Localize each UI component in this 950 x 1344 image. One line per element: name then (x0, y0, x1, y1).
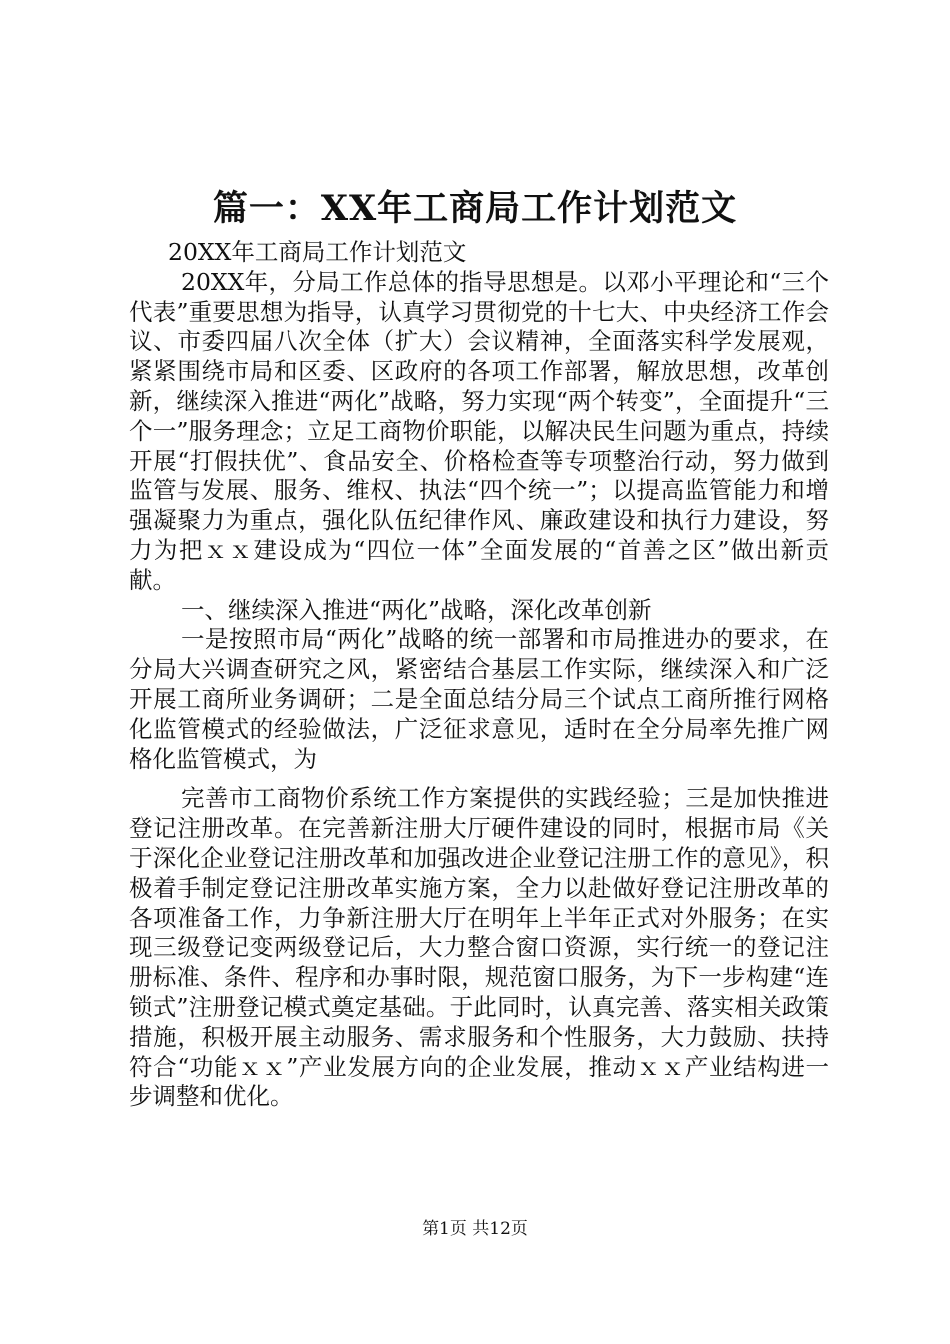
document-title: 篇一：XX年工商局工作计划范文 (212, 188, 738, 229)
paragraph-registration-reform: 完善市工商物价系统工作方案提供的实践经验；三是加快推进登记注册改革。在完善新注册大厅硬件建设的同时，根据市局《关于深化企业登记注册改革和加强改进企业登记注册工作的意见》，积极着手制定登记注册改革实施方案，全力以赴做好登记注册改革的各项准备工作，力争新注册大厅在明年上半年正式对外服务；在实现三级登记变两级登记后，大力整合窗口资源，实行统一的登记注册标准、条件、程序和办事时限，规范窗口服务，为下一步构建“连锁式”注册登记模式奠定基础。于此同时，认真完善、落实相关政策措施，积极开展主动服务、需求服务和个性服务，大力鼓励、扶持符合“功能ｘｘ”产业发展方向的企业发展，推动ｘｘ产业结构进一步调整和优化。 (129, 784, 829, 1111)
document-subtitle: 20XX年工商局工作计划范文 (168, 238, 467, 266)
paragraph-guiding-thought: 20XX年，分局工作总体的指导思想是。以邓小平理论和“三个代表”重要思想为指导，认真学习贯彻党的十七大、中央经济工作会议、市委四届八次全体（扩大）会议精神，全面落实科学发展观，紧紧围绕市局和区委、区政府的各项工作部署，解放思想，改革创新，继续深入推进“两化”战略，努力实现“两个转变”，全面提升“三个一”服务理念；立足工商物价职能，以解决民生问题为重点，持续开展“打假扶优”、食品安全、价格检查等专项整治行动，努力做到监管与发展、服务、维权、执法“四个统一”；以提高监管能力和增强凝聚力为重点，强化队伍纪律作风、廉政建设和执行力建设，努力为把ｘｘ建设成为“四位一体”全面发展的“首善之区”做出新贡献。 (129, 267, 829, 594)
paragraph-gap (129, 774, 829, 784)
page-number: 第1页 共12页 (422, 1219, 528, 1239)
document-body (129, 238, 829, 1112)
section-heading-1: 一、继续深入推进“两化”战略，深化改革创新 (181, 595, 652, 624)
paragraph-two-strategy: 一是按照市局“两化”战略的统一部署和市局推进办的要求，在分局大兴调查研究之风，紧密结合基层工作实际，继续深入和广泛开展工商所业务调研；二是全面总结分局三个试点工商所推行网格化监管模式的经验做法，广泛征求意见，适时在全分局率先推广网格化监管模式，为 (129, 625, 829, 773)
